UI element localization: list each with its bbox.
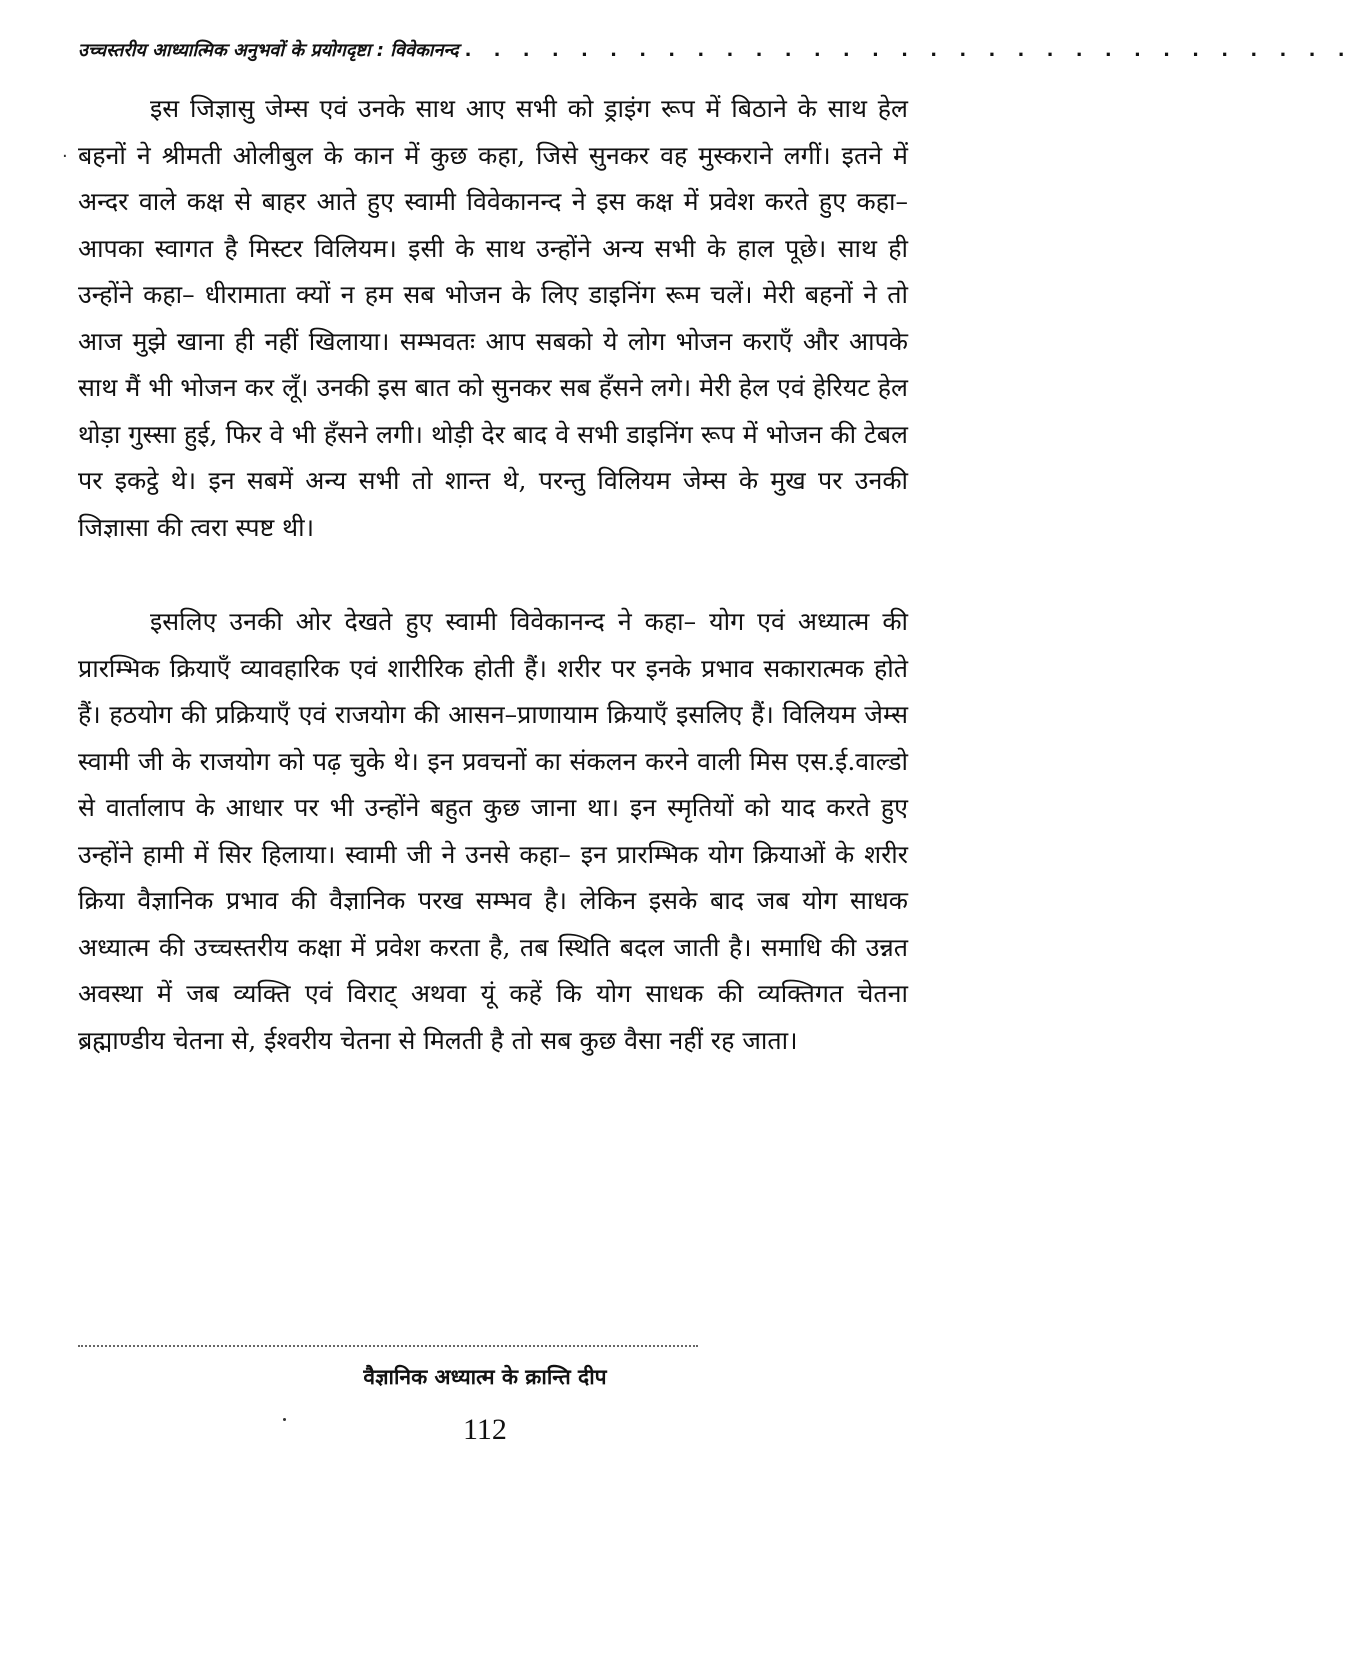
running-header-title: उच्चस्तरीय आध्यात्मिक अनुभवों के प्रयोगदृष्टा : विवेकानन्द: [78, 40, 459, 61]
body-text: [78, 86, 908, 1064]
footer-book-title: वैज्ञानिक अध्यात्म के क्रान्ति दीप: [363, 1365, 607, 1389]
running-header: [78, 36, 1353, 66]
footer-dotted-rule: [78, 1345, 698, 1347]
running-header-leader: . . . . . . . . . . . . . . . . . . . . . . . . . . . . . . .: [464, 40, 1353, 61]
paragraph-2: इसलिए उनकी ओर देखते हुए स्वामी विवेकानन्द ने कहा– योग एवं अध्यात्म की प्रारम्भिक क्रियाएँ व्यावहारिक एवं शारीरिक होती हैं। शरीर पर इनके प्रभाव सकारात्मक होते हैं। हठयोग की प्रक्रियाएँ एवं राजयोग की आसन–प्राणायाम क्रियाएँ इसलिए हैं। विलियम जेम्स स्वामी जी के राजयोग को पढ़ चुके थे। इन प्रवचनों का संकलन करने वाली मिस एस.ई.वाल्डो से वार्तालाप के आधार पर भी उन्होंने बहुत कुछ जाना था। इन स्मृतियों को याद करते हुए उन्होंने हामी में सिर हिलाया। स्वामी जी ने उनसे कहा– इन प्रारम्भिक योग क्रियाओं के शरीर क्रिया वैज्ञानिक प्रभाव की वैज्ञानिक परख सम्भव है। लेकिन इसके बाद जब योग साधक अध्यात्म की उच्चस्तरीय कक्षा में प्रवेश करता है, तब स्थिति बदल जाती है। समाधि की उन्नत अवस्था में जब व्यक्ति एवं विराट् अथवा यूं कहें कि योग साधक की व्यक्तिगत चेतना ब्रह्माण्डीय चेतना से, ईश्वरीय चेतना से मिलती है तो सब कुछ वैसा नहीं रह जाता।: [78, 607, 908, 1055]
margin-mark: ·: [62, 146, 68, 167]
page-number: 112: [463, 1413, 507, 1446]
paragraph-1: इस जिज्ञासु जेम्स एवं उनके साथ आए सभी को ड्राइंग रूप में बिठाने के साथ हेल बहनों ने श्रीमती ओलीबुल के कान में कुछ कहा, जिसे सुनकर वह मुस्कराने लगीं। इतने में अन्दर वाले कक्ष से बाहर आते हुए स्वामी विवेकानन्द ने इस कक्ष में प्रवेश करते हुए कहा– आपका स्वागत है मिस्टर विलियम। इसी के साथ उन्होंने अन्य सभी के हाल पूछे। साथ ही उन्होंने कहा– धीरामाता क्यों न हम सब भोजन के लिए डाइनिंग रूम चलें। मेरी बहनों ने तो आज मुझे खाना ही नहीं खिलाया। सम्भवतः आप सबको ये लोग भोजन कराएँ और आपके साथ मैं भी भोजन कर लूँ। उनकी इस बात को सुनकर सब हँसने लगे। मेरी हेल एवं हेरियट हेल थोड़ा गुस्सा हुई, फिर वे भी हँसने लगी। थोड़ी देर बाद वे सभी डाइनिंग रूप में भोजन की टेबल पर इकट्ठे थे। इन सबमें अन्य सभी तो शान्त थे, परन्तु विलियम जेम्स के मुख पर उनकी जिज्ञासा की त्वरा स्पष्ट थी।: [78, 94, 908, 542]
